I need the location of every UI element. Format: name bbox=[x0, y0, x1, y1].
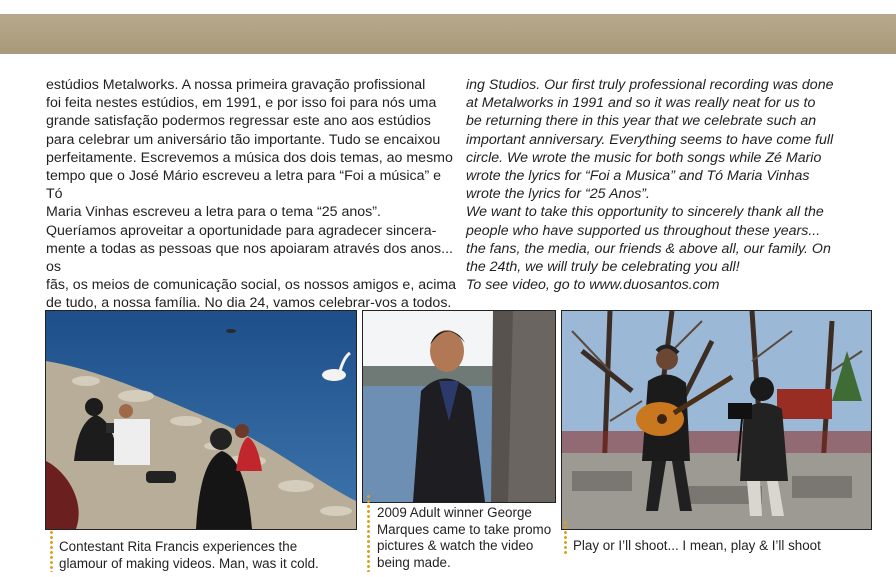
photo-caption: 2009 Adult winner George Marques came to take promo pictures & watch the video being made. bbox=[377, 505, 552, 570]
caption-marker-dots bbox=[367, 494, 370, 572]
photo-caption: Play or I’ll shoot... I mean, play & I’ll shoot bbox=[573, 538, 821, 553]
photo-guitarist-and-cameraman bbox=[561, 310, 872, 530]
swan-shape bbox=[322, 369, 346, 381]
photo-lakeshore-video-shoot bbox=[45, 310, 357, 530]
caption-marker-dots bbox=[564, 520, 567, 556]
header-band bbox=[0, 14, 896, 54]
photo-george-marques bbox=[362, 310, 556, 503]
caption-marker-dots bbox=[50, 530, 53, 572]
photo-caption: Contestant Rita Francis experiences the glamour of making videos. Man, was it cold. bbox=[59, 539, 319, 571]
article-text-portuguese: estúdios Metalworks. A nossa primeira gravação profissional foi feita nestes estúdios, em 1991, e por isso foi para nós uma grande satisfação podermos regressar este ano aos estúdios para celebrar um aniversário tão importante. Tudo se encaixou perfeitamente. Escrevemos a música dos dois temas, ao mesmo tempo que o José Mário escreveu a letra para “Foi a música” e Tó Maria Vinhas escreveu a letra para o tema “25 anos”. Queríamos aproveitar a oportunidade para agradecer sincera- mente a todas as pessoas que nos apoiaram através dos anos... os fãs, os meios de comunicação social, os nossos amigos e, acima de tudo, a nossa família. No dia 24, vamos celebrar-vos a todos. bbox=[46, 77, 457, 312]
article-text-english: ing Studios. Our first truly professional recording was done at Metalworks in 1991 and so it was really neat for us to be returning there in this year that we celebrate such an important anniversary. Everything seems to have come full circle. We wrote the music for both songs while Zé Mario wrote the lyrics for “Foi a Musica” and Tó Maria Vinhas wrote the lyrics for “25 Anos”. We want to take this opportunity to sincerely thank all the people who have supported us throughout these years... the fans, the media, our friends & above all, our family. On the 24th, we will truly be celebrating you all! To see video, go to www.duosantos.com bbox=[466, 77, 834, 294]
